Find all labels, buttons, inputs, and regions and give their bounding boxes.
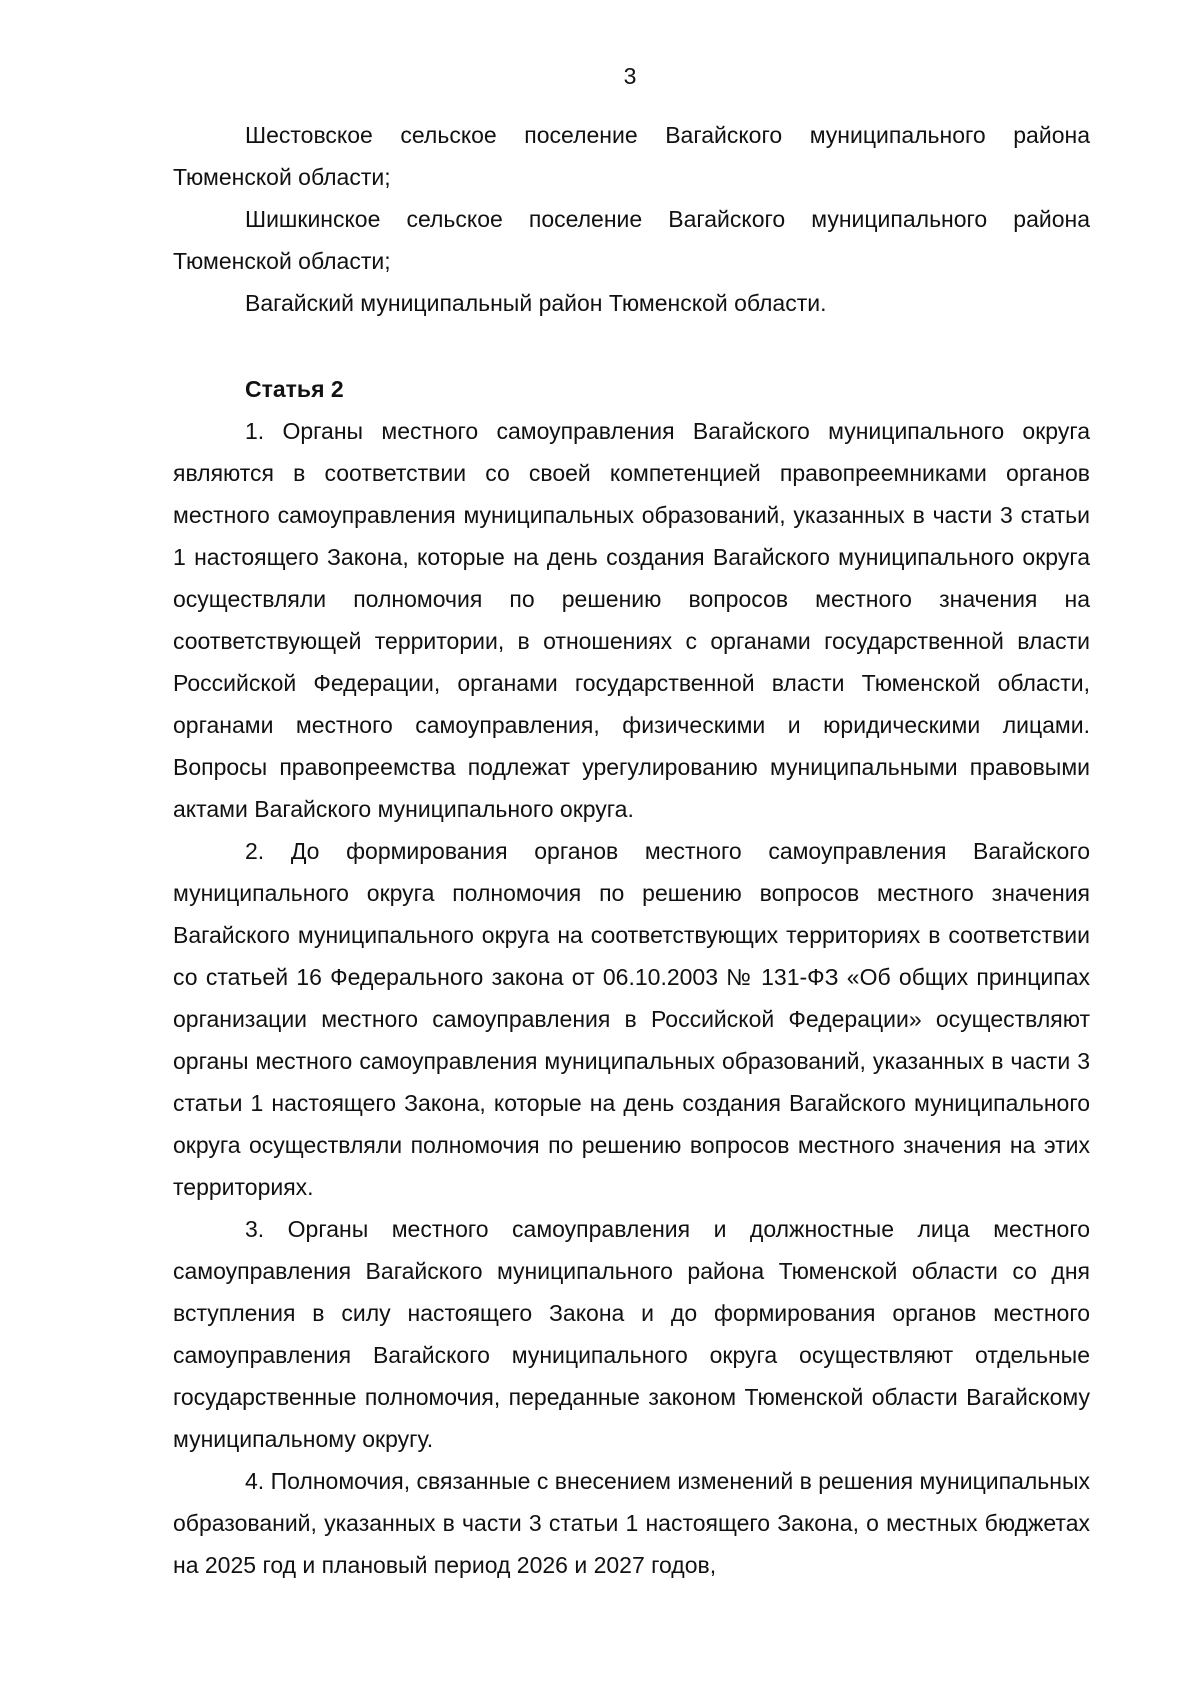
article-paragraph-3: 3. Органы местного самоуправления и должностные лица местного самоуправления Вагайского муниципального района Тюменской области со дня вступления в силу настоящего Закона и до формирования органов местного самоуправления Вагайского муниципального округа осуществляют отдельные государственные полномочия, переданные законом Тюменской области Вагайскому муниципальному округу. bbox=[173, 1216, 1090, 1452]
document-body bbox=[173, 114, 1090, 1586]
article-paragraph-1: 1. Органы местного самоуправления Вагайского муниципального округа являются в соответствии со своей компетенцией правопреемниками органов местного самоуправления муниципальных образований, указанных в части 3 статьи 1 настоящего Закона, которые на день создания Вагайского муниципального округа осуществляли полномочия по решению вопросов местного значения на соответствующей территории, в отношениях с органами государственной власти Российской Федерации, органами государственной власти Тюменской области, органами местного самоуправления, физическими и юридическими лицами. Вопросы правопреемства подлежат урегулированию муниципальными правовыми актами Вагайского муниципального округа. bbox=[173, 418, 1090, 822]
list-item: Шестовское сельское поселение Вагайского муниципального района Тюменской области; bbox=[173, 122, 1090, 190]
list-item: Шишкинское сельское поселение Вагайского муниципального района Тюменской области; bbox=[173, 206, 1090, 274]
article-heading: Статья 2 bbox=[245, 376, 344, 402]
article-paragraph-4: 4. Полномочия, связанные с внесением изменений в решения муниципальных образований, указанных в части 3 статьи 1 настоящего Закона, о местных бюджетах на 2025 год и плановый период 2026 и 2027 годов, bbox=[173, 1468, 1090, 1578]
page-number: 3 bbox=[623, 63, 637, 89]
article-paragraph-2: 2. До формирования органов местного самоуправления Вагайского муниципального округа полномочия по решению вопросов местного значения Вагайского муниципального округа на соответствующих территориях в соответствии со статьей 16 Федерального закона от 06.10.2003 № 131-ФЗ «Об общих принципах организации местного самоуправления в Российской Федерации» осуществляют органы местного самоуправления муниципальных образований, указанных в части 3 статьи 1 настоящего Закона, которые на день создания Вагайского муниципального округа осуществляли полномочия по решению вопросов местного значения на этих территориях. bbox=[173, 838, 1090, 1200]
list-item: Вагайский муниципальный район Тюменской области. bbox=[245, 290, 827, 316]
